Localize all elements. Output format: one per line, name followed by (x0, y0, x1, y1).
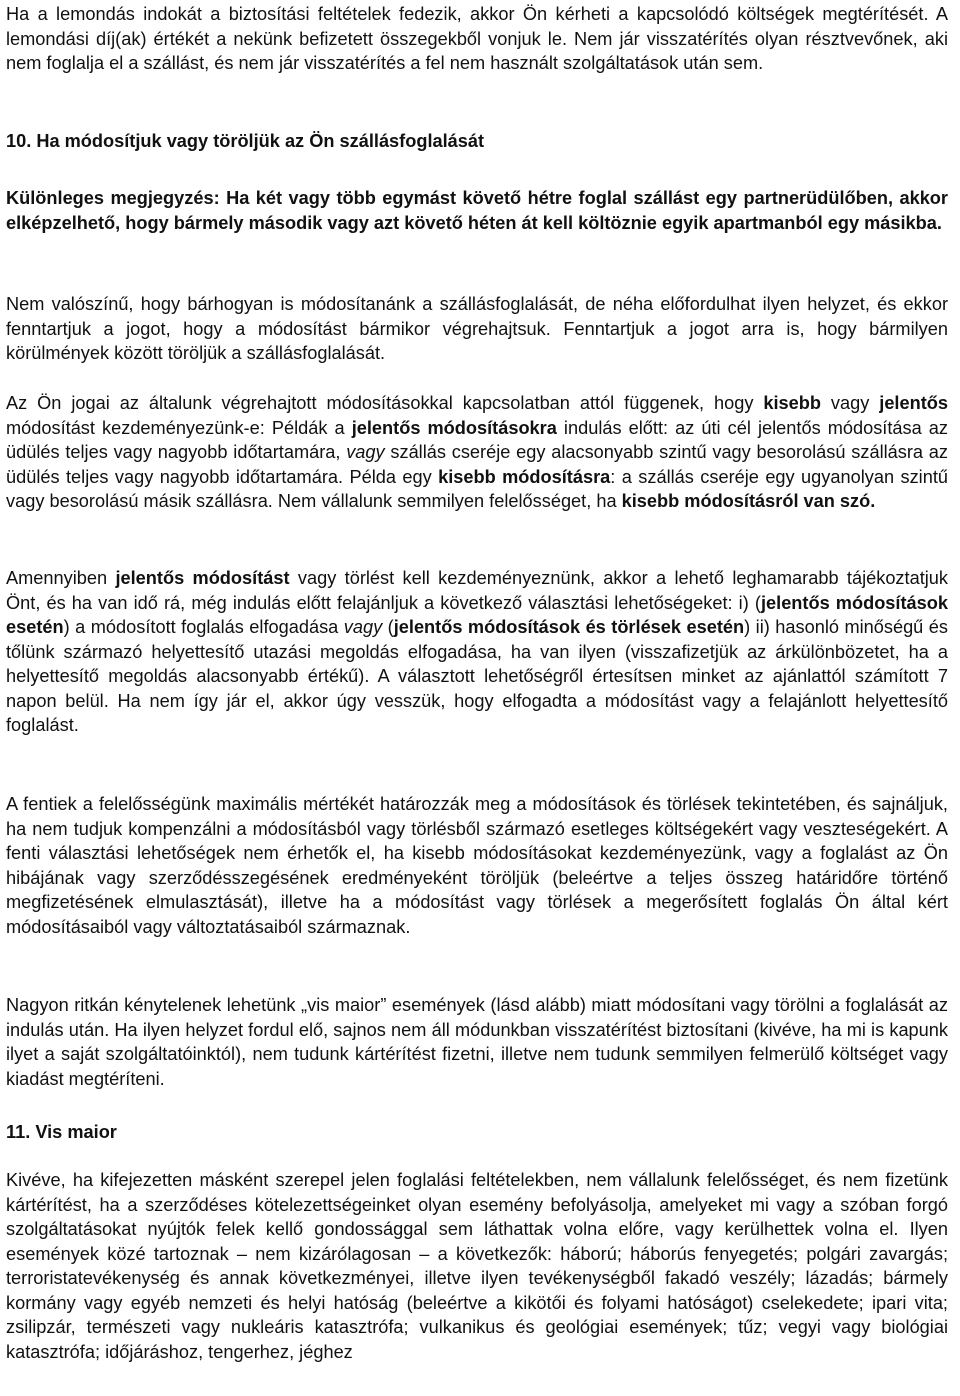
text-run: Amennyiben (6, 568, 116, 588)
text-run: : a szállás cseréje egy ugyanolyan szintű vagy besorolású másik szállásra. Nem vállalunk semmilyen felelősséget, ha (6, 466, 949, 511)
text-run: Az Ön jogai az általunk végrehajtott módosításokkal kapcsolatban attól függenek, hogy (6, 393, 764, 413)
text-run: szállás cseréje egy alacsonyabb szintű vagy besorolású szállásra az üdülés teljes vagy nagyobb időtartamára. Példa egy (6, 442, 948, 487)
text-run: ( (382, 617, 394, 637)
bold-text: kisebb (763, 393, 821, 413)
bold-text: jelentős (879, 393, 948, 413)
paragraph-special-note (6, 186, 948, 235)
paragraph-force-majeure (6, 1168, 948, 1364)
paragraph-liability-limits (6, 792, 948, 939)
bold-text: jelentős módosítások és törlések esetén (393, 617, 745, 637)
text-run: Ha a lemondás indokát a biztosítási feltételek fedezik, akkor Ön kérheti a kapcsolódó költségek megtérítését. A lemondási díj(ak) értékét a nekünk befizetett összegekből vonjuk le. Nem jár visszatérítés olyan résztvevőnek, aki nem foglalja el a szállást, és nem jár visszatérítés a fel nem használt szolgáltatások után sem. (6, 4, 948, 73)
section-heading-11: 11. Vis maior (6, 1122, 117, 1142)
text-run: indulás előtt: az úti cél jelentős módosítása az üdülés teljes vagy nagyobb időtartamára, (6, 417, 949, 462)
bold-text: Különleges megjegyzés: Ha két vagy több egymást követő hétre foglal szállást egy partnerüdülőben, akkor elképzelhető, hogy bármely második vagy azt követő héten át kell költöznie egyik apartmanból egy másikba. (6, 188, 948, 233)
italic-text: vagy (346, 442, 385, 462)
text-run: módosítást kezdeményezünk-e: Példák a (6, 417, 352, 438)
paragraph-your-rights (6, 391, 948, 514)
text-run: ) a módosított foglalás elfogadása (63, 617, 344, 637)
text-run: Kivéve, ha kifejezetten másként szerepel jelen foglalási feltételekben, nem vállalunk felelősséget, és nem fizetünk kártérítést, ha a szerződéses kötelezettségeinket olyan esemény befolyásolja, amelyeket mi vagy a szóban forgó szolgáltatásokat nyújtók felek kellő gondossággal sem láthattak volna előre, vagy kerülhettek volna el. Ilyen események közé tartoznak – nem kizárólagosan – a következők: háború; háborús fenyegetés; polgári zavargás; terroristatevékenység és annak következményei, illetve ilyen tevékenységből fakadó veszély; lázadás; bármely kormány vagy egyéb nemzeti és helyi hatóság (beleértve a kikötői és folyami hatóságot) cselekedete; ipari vita; zsilipzár, természeti vagy nukleáris katasztrófa; vulkanikus és geológiai események; tűz; vegyi vagy biológiai katasztrófa; időjáráshoz, tengerhez, jéghez (6, 1170, 948, 1362)
paragraph-cancellation-insurance (6, 2, 948, 76)
text-run: Nagyon ritkán kénytelenek lehetünk „vis maior” események (lásd alább) miatt módosítani vagy törölni a foglalását az indulás után. Ha ilyen helyzet fordul elő, sajnos nem áll módunkban visszatérítést biztosítani (kivéve, ha mi is kapunk ilyet a saját szolgáltatóinktól), nem tudunk kártérítést fizetni, illetve nem tudunk semmilyen felmerülő költséget vagy kiadást megtéríteni. (6, 995, 948, 1089)
text-run: vagy (820, 393, 880, 413)
text-run: ) ii) hasonló minőségű és tőlünk származó helyettesítő utazási megoldás elfogadása, ha van ilyen (visszafizetjük az árkülönbözetet, ha a helyettesítő megoldás alacsonyabb értékű). A választott lehetőségről értesítsen minket az ajánlattól számított 7 napon belül. Ha nem így jár el, akkor úgy vesszük, hogy elfogadta a módosítást vagy a felajánlott helyettesítő foglalást. (6, 617, 948, 735)
paragraph-unlikely-changes (6, 292, 948, 366)
paragraph-rare-events (6, 993, 948, 1091)
italic-text: vagy (343, 617, 383, 637)
bold-text: jelentős módosítások esetén (6, 592, 948, 637)
section-heading-10: 10. Ha módosítjuk vagy töröljük az Ön szállásfoglalását (6, 131, 485, 151)
paragraph-significant-changes (6, 566, 948, 738)
bold-text: jelentős módosítást (115, 568, 290, 588)
bold-text: jelentős módosításokra (351, 417, 557, 438)
text-run: A fentiek a felelősségünk maximális mértékét határozzák meg a módosítások és törlések tekintetében, és sajnáljuk, ha nem tudjuk kompenzálni a módosításból vagy törlésből származó esetleges költségekért vagy veszteségekért. A fenti választási lehetőségek nem érhetők el, ha kisebb módosításokat kezdeményezünk, vagy a foglalást az Ön hibájának vagy szerződésszegésének eredményeként töröljük (beleértve a teljes összeg határidőre történő megfizetésének elmulasztását), illetve ha a módosítást vagy törlések a megerősített foglalás Ön által kért módosításaiból vagy változtatásaiból származnak. (6, 794, 948, 937)
text-run: vagy törlést kell kezdeményeznünk, akkor a lehető leghamarabb tájékoztatjuk Önt, és ha van idő rá, még indulás előtt felajánljuk a következő választási lehetőségeket: i) ( (6, 568, 948, 613)
text-run: Nem valószínű, hogy bárhogyan is módosítanánk a szállásfoglalását, de néha előfordulhat ilyen helyzet, és ekkor fenntartjuk a jogot, hogy a módosítást bármikor végrehajtsuk. Fenntartjuk a jogot arra is, hogy bármilyen körülmények között töröljük a szállásfoglalását. (6, 294, 948, 363)
bold-text: kisebb módosításra (438, 466, 611, 487)
bold-text: kisebb módosításról van szó. (621, 491, 876, 511)
